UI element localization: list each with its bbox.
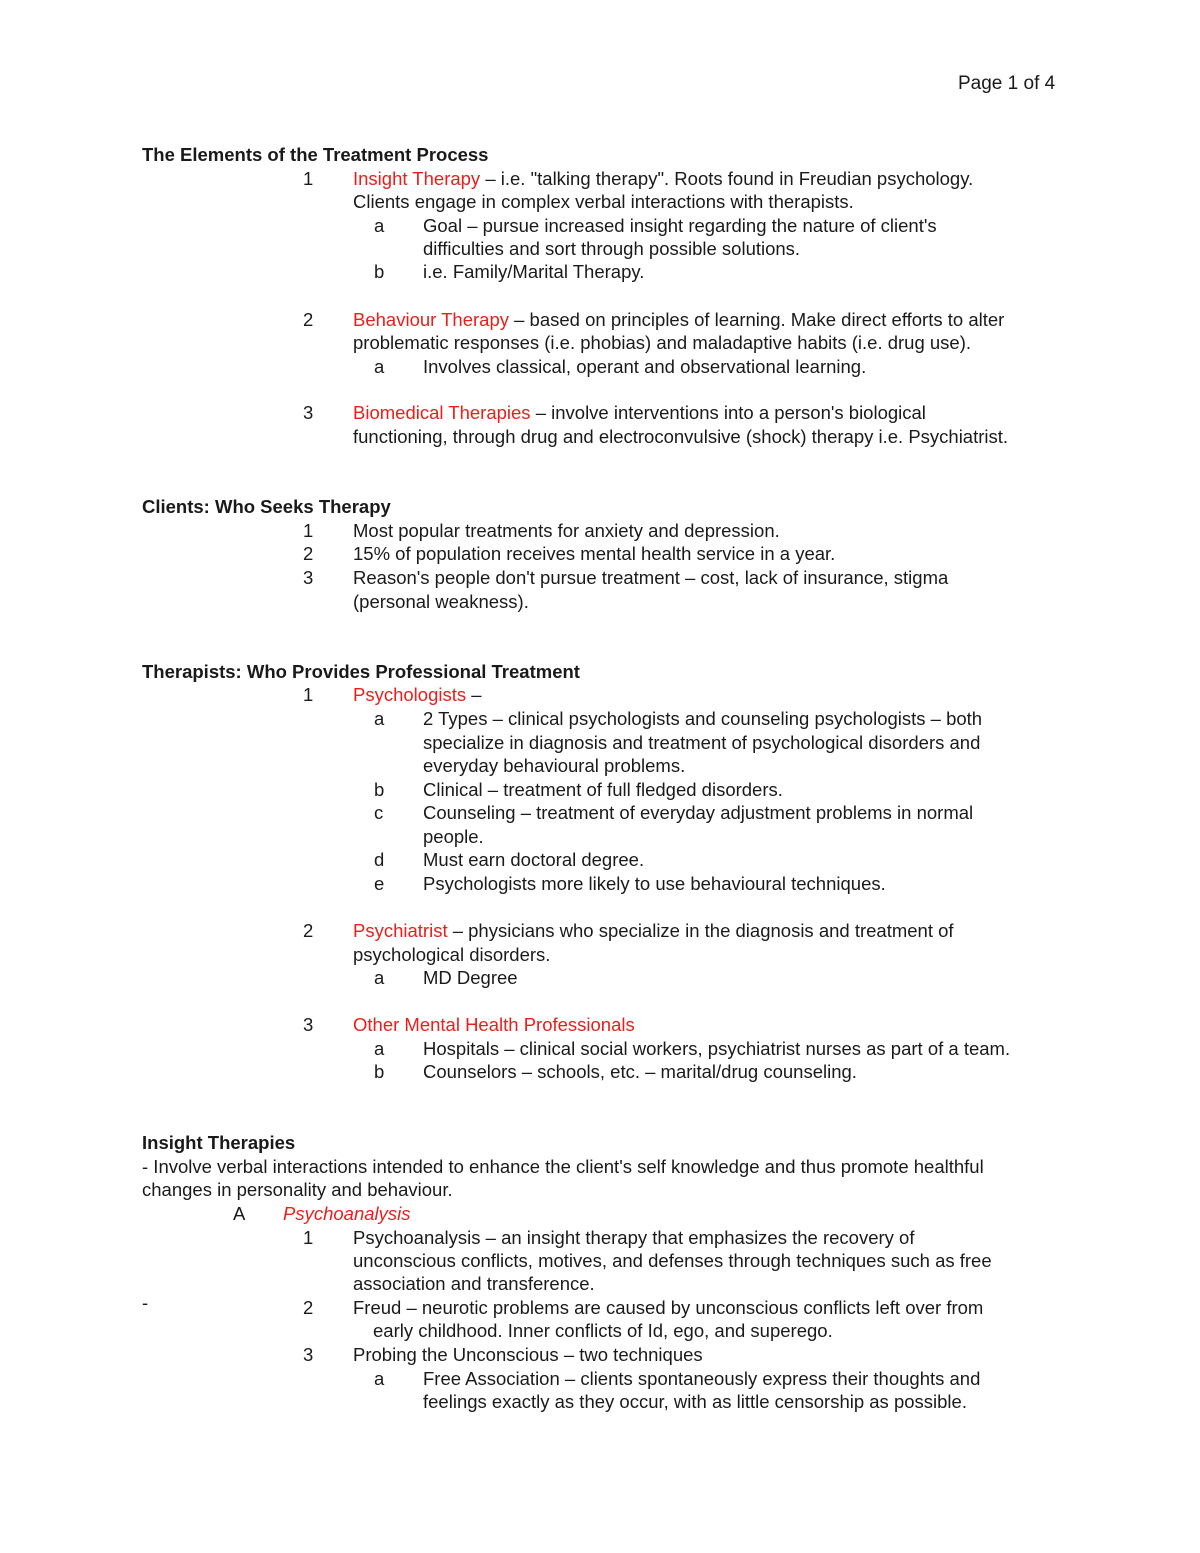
list-marker: a [374,356,385,377]
stray-dash: - [142,1292,149,1313]
list-number: 3 [303,567,314,588]
list-marker: a [374,1038,385,1059]
term-behaviour-therapy: Behaviour Therapy [353,309,509,330]
list-item-continuation: (personal weakness). [353,591,529,612]
list-item: Must earn doctoral degree. [423,849,645,870]
list-marker: b [374,1061,385,1082]
list-number: 3 [303,1014,314,1035]
list-item: Counseling – treatment of everyday adjustment problems in normal [423,802,974,823]
list-item: Psychologists more likely to use behavioural techniques. [423,873,886,894]
list-item-continuation: problematic responses (i.e. phobias) and maladaptive habits (i.e. drug use). [353,332,972,353]
list-item: Hospitals – clinical social workers, psychiatrist nurses as part of a team. [423,1038,1011,1059]
list-item-continuation: feelings exactly as they occur, with as little censorship as possible. [423,1391,967,1412]
list-marker: d [374,849,385,870]
list-item: MD Degree [423,967,518,988]
list-item-continuation: unconscious conflicts, motives, and defenses through techniques such as free [353,1250,992,1271]
term-psychoanalysis: Psychoanalysis [283,1203,411,1224]
list-marker: A [233,1203,246,1224]
section-heading-insight-therapies: Insight Therapies [142,1132,296,1153]
list-item: 15% of population receives mental health service in a year. [353,543,836,564]
list-marker: e [374,873,385,894]
list-item: Probing the Unconscious – two techniques [353,1344,703,1365]
list-marker: a [374,967,385,988]
list-number: 3 [303,1344,314,1365]
list-marker: a [374,1368,385,1389]
list-item: 2 Types – clinical psychologists and counseling psychologists – both [423,708,983,729]
list-item: Psychoanalysis – an insight therapy that emphasizes the recovery of [353,1227,915,1248]
section-heading-clients: Clients: Who Seeks Therapy [142,496,391,517]
list-number: 2 [303,1297,314,1318]
term-insight-therapy: Insight Therapy [353,168,481,189]
list-item: Clinical – treatment of full fledged disorders. [423,779,783,800]
list-item: Insight Therapy – i.e. "talking therapy". Roots found in Freudian psychology. [353,168,974,189]
list-marker: b [374,261,385,282]
list-item: Freud – neurotic problems are caused by unconscious conflicts left over from [353,1297,984,1318]
list-item-continuation: psychological disorders. [353,944,551,965]
list-item: Free Association – clients spontaneously express their thoughts and [423,1368,981,1389]
section-heading-treatment-process: The Elements of the Treatment Process [142,144,489,165]
list-marker: a [374,215,385,236]
list-item: Goal – pursue increased insight regarding the nature of client's [423,215,937,236]
page-number: Page 1 of 4 [958,73,1056,94]
list-item: i.e. Family/Marital Therapy. [423,261,645,282]
term-psychiatrist: Psychiatrist [353,920,448,941]
list-item: Psychologists – [353,684,482,705]
list-number: 1 [303,1227,314,1248]
list-item: Reason's people don't pursue treatment – cost, lack of insurance, stigma [353,567,949,588]
list-number: 2 [303,309,314,330]
list-item-continuation: people. [423,826,484,847]
list-item-continuation: association and transference. [353,1273,595,1294]
list-item-continuation: functioning, through drug and electroconvulsive (shock) therapy i.e. Psychiatrist. [353,426,1009,447]
list-item-continuation: early childhood. Inner conflicts of Id, ego, and superego. [373,1320,833,1341]
list-item: Counselors – schools, etc. – marital/drug counseling. [423,1061,857,1082]
list-number: 1 [303,520,314,541]
term-biomedical-therapies: Biomedical Therapies [353,402,531,423]
list-item: Most popular treatments for anxiety and depression. [353,520,780,541]
term-psychologists: Psychologists [353,684,467,705]
list-item: Involves classical, operant and observational learning. [423,356,867,377]
list-item: Biomedical Therapies – involve interventions into a person's biological [353,402,926,423]
list-item: Psychiatrist – physicians who specialize in the diagnosis and treatment of [353,920,954,941]
list-marker: b [374,779,385,800]
list-item-continuation: specialize in diagnosis and treatment of psychological disorders and [423,732,981,753]
list-item-continuation: everyday behavioural problems. [423,755,686,776]
list-number: 1 [303,168,314,189]
list-marker: c [374,802,384,823]
list-number: 2 [303,920,314,941]
list-number: 3 [303,402,314,423]
list-item-continuation: difficulties and sort through possible solutions. [423,238,801,259]
term-other-professionals: Other Mental Health Professionals [353,1014,635,1035]
list-marker: a [374,708,385,729]
list-number: 1 [303,684,314,705]
paragraph-line: changes in personality and behaviour. [142,1179,453,1200]
list-number: 2 [303,543,314,564]
section-heading-therapists: Therapists: Who Provides Professional Treatment [142,661,580,682]
list-item: Behaviour Therapy – based on principles of learning. Make direct efforts to alter [353,309,1005,330]
list-item-continuation: Clients engage in complex verbal interactions with therapists. [353,191,854,212]
paragraph-line: - Involve verbal interactions intended to enhance the client's self knowledge and thus promote healthful [142,1156,984,1177]
